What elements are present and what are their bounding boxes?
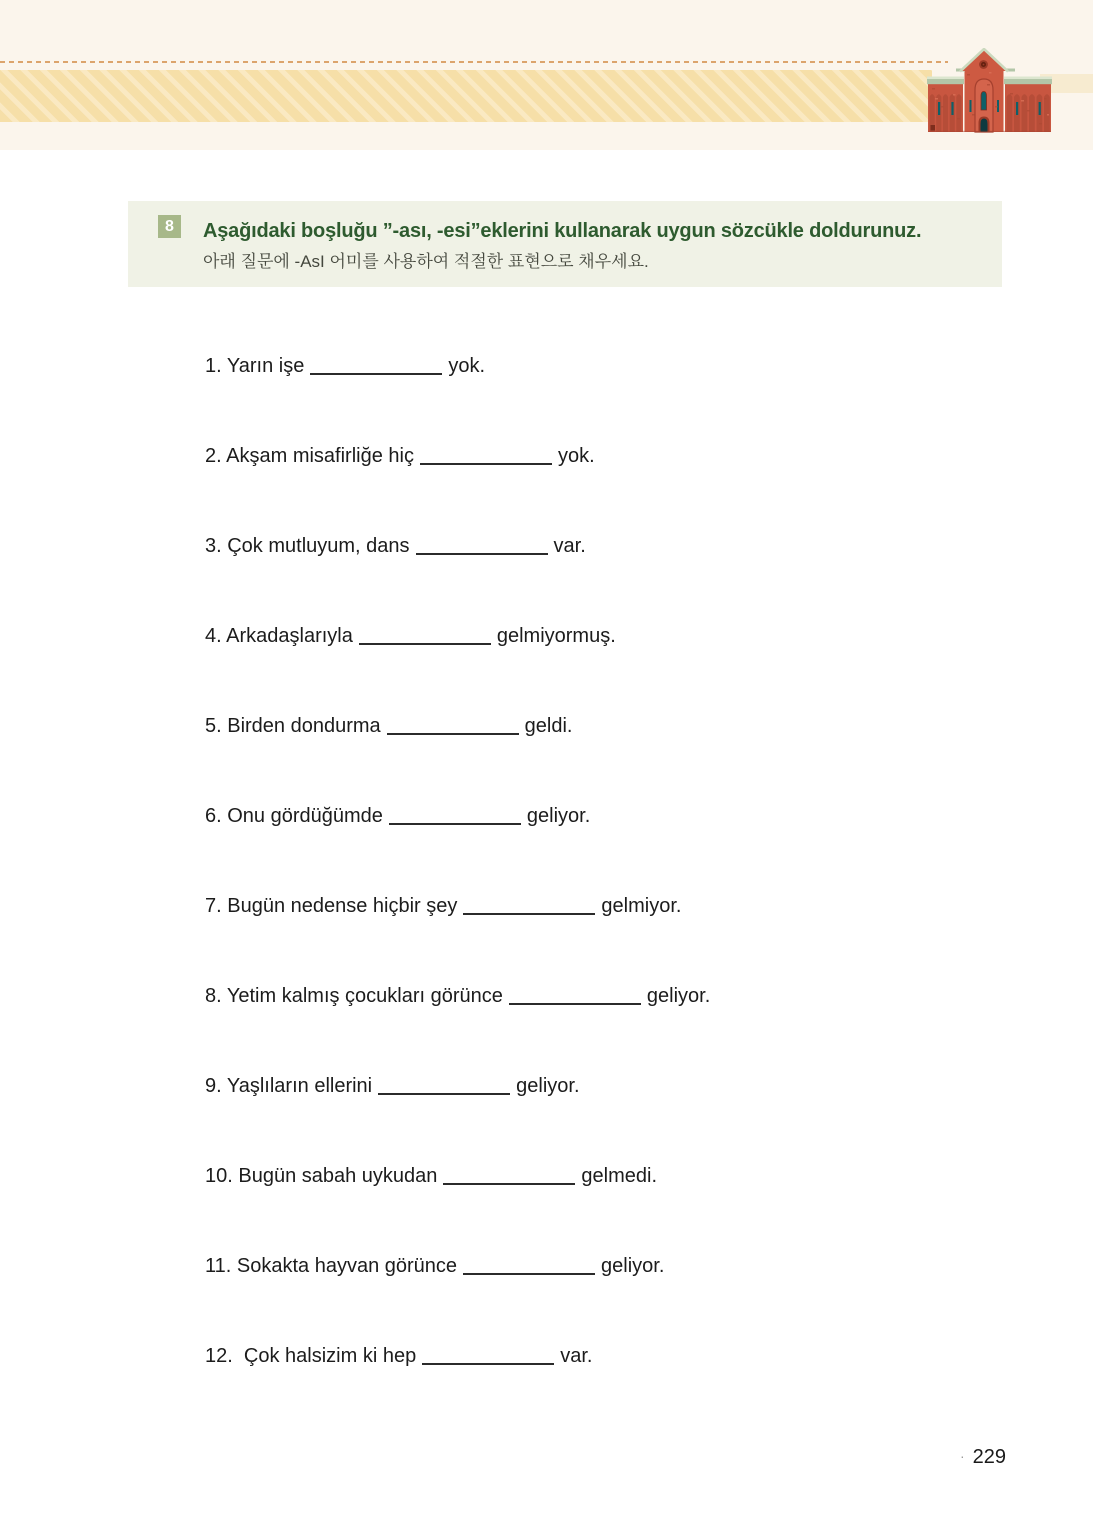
sentence-prefix: 9. Yaşlıların ellerini	[205, 1075, 373, 1097]
page-number	[960, 1446, 1006, 1469]
exercise-list	[205, 354, 1025, 1434]
dashed-divider-line	[0, 61, 948, 63]
sentence-suffix: geliyor.	[516, 1075, 580, 1097]
sentence-suffix: geldi.	[524, 715, 573, 737]
fill-blank-line	[416, 553, 548, 555]
exercise-item	[205, 444, 1025, 534]
top-decorative-band	[0, 0, 1093, 150]
fill-blank-line	[422, 1363, 554, 1365]
fill-blank-line	[389, 823, 521, 825]
exercise-item	[205, 1164, 1025, 1254]
exercise-number-badge: 8	[158, 215, 181, 238]
sentence-prefix: 11. Sokakta hayvan görünce	[205, 1255, 458, 1277]
fill-blank-line	[463, 1273, 595, 1275]
exercise-item	[205, 894, 1025, 984]
sentence-suffix: yok.	[557, 445, 595, 467]
exercise-item	[205, 1254, 1025, 1344]
sentence-suffix: yok.	[448, 355, 486, 377]
sentence-suffix: var.	[553, 535, 586, 557]
exercise-item	[205, 1074, 1025, 1164]
building-icon	[927, 48, 1052, 133]
sentence-suffix: geliyor.	[526, 805, 591, 827]
diagonal-stripe-band	[0, 70, 932, 122]
exercise-item	[205, 804, 1025, 894]
sentence-prefix: 12. Çok halsizim ki hep	[205, 1345, 417, 1367]
page-number-bullet: ·	[960, 1448, 965, 1464]
exercise-item	[205, 534, 1025, 624]
fill-blank-line	[463, 913, 595, 915]
sentence-prefix: 10. Bugün sabah uykudan	[205, 1165, 438, 1187]
exercise-item	[205, 624, 1025, 714]
sentence-prefix: 7. Bugün nedense hiçbir şey	[205, 895, 458, 917]
exercise-item	[205, 714, 1025, 804]
sentence-suffix: gelmedi.	[581, 1165, 658, 1187]
sentence-suffix: geliyor.	[601, 1255, 665, 1277]
fill-blank-line	[387, 733, 519, 735]
sentence-prefix: 4. Arkadaşlarıyla	[205, 625, 353, 647]
fill-blank-line	[420, 463, 552, 465]
sentence-prefix: 2. Akşam misafirliğe hiç	[205, 445, 414, 467]
sentence-prefix: 8. Yetim kalmış çocukları görünce	[205, 985, 503, 1007]
exercise-item	[205, 984, 1025, 1074]
page-number-value: 229	[972, 1446, 1007, 1468]
exercise-header-box	[128, 201, 1002, 287]
sentence-prefix: 5. Birden dondurma	[205, 715, 381, 737]
fill-blank-line	[359, 643, 491, 645]
exercise-subtitle-korean: 아래 질문에 -AsI 어미를 사용하여 적절한 표현으로 채우세요.	[203, 252, 649, 271]
exercise-item	[205, 1344, 1025, 1434]
sentence-suffix: geliyor.	[646, 985, 711, 1007]
sentence-prefix: 6. Onu gördüğümde	[205, 805, 383, 827]
exercise-title-turkish: Aşağıdaki boşluğu ”-ası, -esi”eklerini kullanarak uygun sözcükle doldurunuz.	[203, 220, 922, 242]
exercise-item	[205, 354, 1025, 444]
fill-blank-line	[509, 1003, 641, 1005]
fill-blank-line	[310, 373, 442, 375]
sentence-prefix: 3. Çok mutluyum, dans	[205, 535, 410, 557]
fill-blank-line	[378, 1093, 510, 1095]
sentence-suffix: var.	[560, 1345, 593, 1367]
sentence-prefix: 1. Yarın işe	[205, 355, 305, 377]
sentence-suffix: gelmiyor.	[601, 895, 682, 917]
fill-blank-line	[443, 1183, 575, 1185]
sentence-suffix: gelmiyormuş.	[496, 625, 616, 647]
